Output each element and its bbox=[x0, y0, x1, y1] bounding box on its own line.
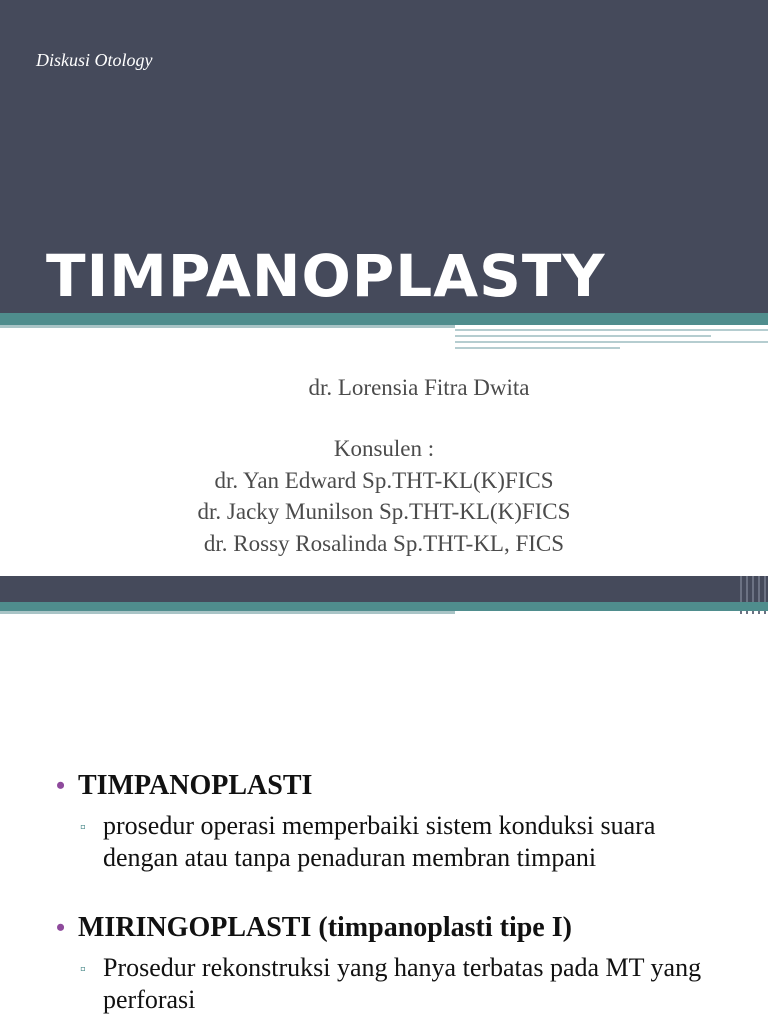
konsulen-name: dr. Yan Edward Sp.THT-KL(K)FICS bbox=[214, 468, 554, 493]
sub-list-item bbox=[80, 810, 720, 874]
bullet-dot-icon: • bbox=[56, 913, 66, 942]
content-slide bbox=[0, 614, 768, 1024]
teal-accent-band bbox=[0, 313, 768, 325]
sub-list-item bbox=[80, 952, 720, 1016]
presenter-name: dr. Lorensia Fitra Dwita bbox=[308, 375, 530, 400]
konsulen-name: dr. Rossy Rosalinda Sp.THT-KL, FICS bbox=[203, 531, 565, 556]
bottom-teal-band bbox=[0, 602, 768, 611]
bullet-heading: TIMPANOPLASTI bbox=[78, 770, 313, 801]
konsulen-name: dr. Jacky Munilson Sp.THT-KL(K)FICS bbox=[197, 499, 571, 524]
bullet-heading: MIRINGOPLASTI (timpanoplasti tipe I) bbox=[78, 912, 572, 943]
bottom-dark-band bbox=[0, 576, 768, 602]
list-item bbox=[56, 912, 572, 944]
slide-title: TIMPANOPLASTY bbox=[46, 242, 606, 310]
bullet-text: prosedur operasi memperbaiki sistem konduksi suara dengan atau tanpa penaduran membran timpani bbox=[103, 811, 656, 872]
square-bullet-icon: ▫ bbox=[80, 961, 86, 978]
bullet-dot-icon: • bbox=[56, 771, 66, 800]
bullet-text: Prosedur rekonstruksi yang hanya terbatas pada MT yang perforasi bbox=[103, 953, 702, 1014]
square-bullet-icon: ▫ bbox=[80, 819, 86, 836]
list-item bbox=[56, 770, 312, 802]
konsulen-label: Konsulen : bbox=[333, 436, 435, 461]
decorative-lines bbox=[455, 325, 768, 355]
teal-light-band bbox=[0, 325, 455, 328]
slide-header-text: Diskusi Otology bbox=[36, 50, 153, 70]
